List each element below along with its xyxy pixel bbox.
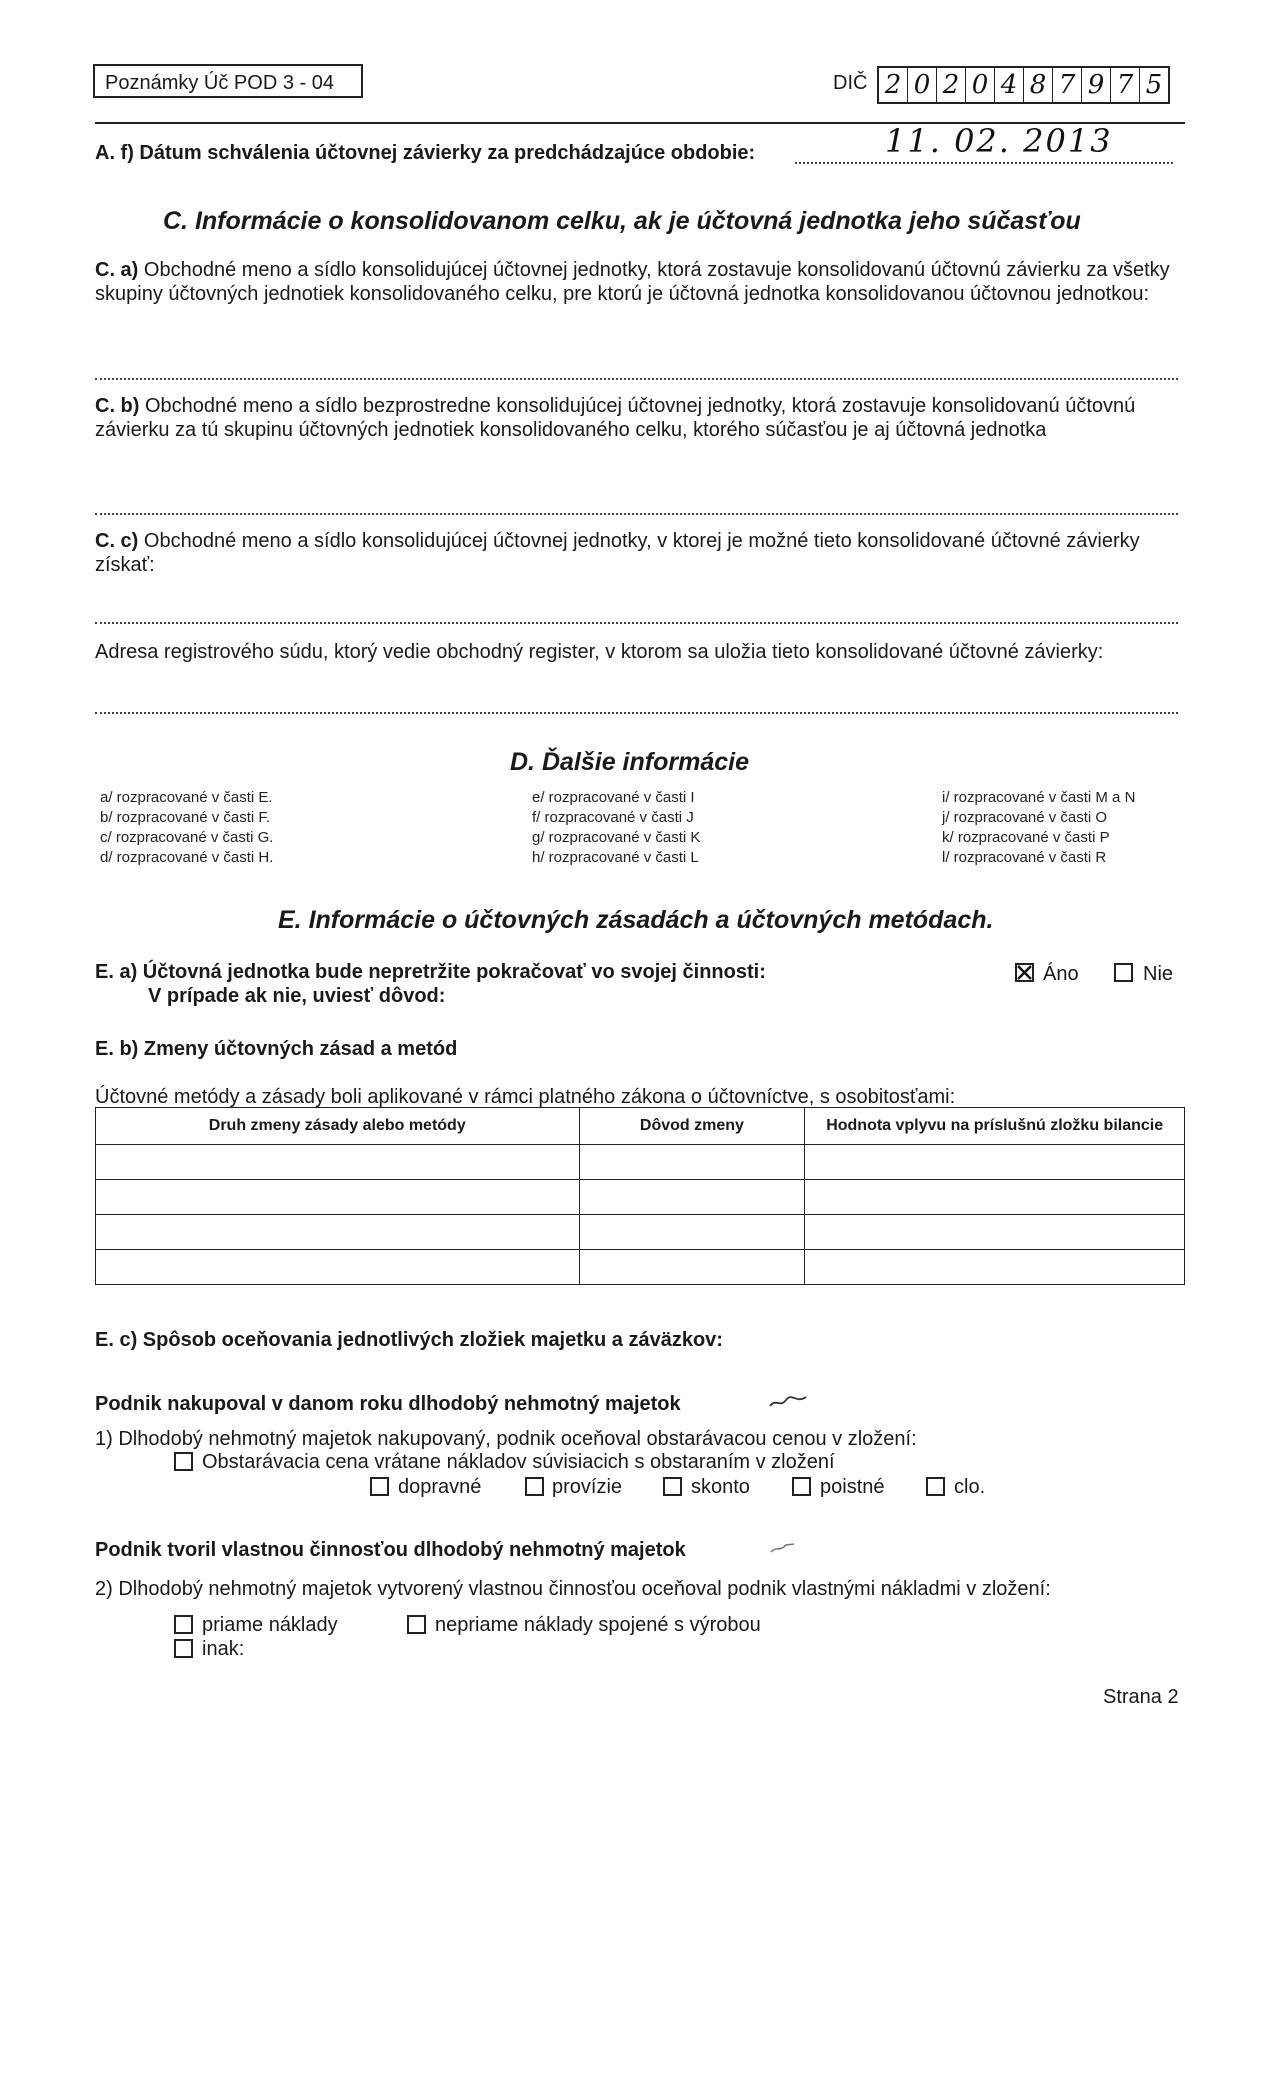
page-number: Strana 2 — [1103, 1686, 1179, 1708]
nie-label: Nie — [1143, 963, 1174, 985]
option-skonto: skonto — [691, 1476, 750, 1498]
d-info-item: e/ rozpracované v časti I — [532, 789, 695, 806]
table-row — [96, 1215, 1185, 1250]
bought-main-checkbox[interactable] — [174, 1452, 193, 1471]
d-info-column-2 — [532, 788, 700, 868]
af-label: A. f) Dátum schválenia účtovnej závierky za predchádzajúce obdobie: — [95, 142, 756, 164]
checkbox-nepriame[interactable] — [407, 1615, 426, 1634]
dic-digit: 2 — [879, 68, 908, 102]
d-info-item: j/ rozpracované v časti O — [942, 809, 1108, 826]
cb-answer-line[interactable] — [95, 513, 1178, 515]
ano-checkbox[interactable] — [1015, 963, 1034, 982]
table-cell[interactable] — [96, 1215, 580, 1250]
checkbox-poistne[interactable] — [792, 1477, 811, 1496]
af-dotline — [795, 162, 1173, 164]
option-clo: clo. — [954, 1476, 986, 1498]
ec-title: E. c) Spôsob oceňovania jednotlivých zložiek majetku a záväzkov: — [95, 1329, 723, 1351]
eb-title: E. b) Zmeny účtovných zásad a metód — [95, 1038, 458, 1060]
dic-digit: 4 — [995, 68, 1024, 102]
option-inak: inak: — [202, 1638, 245, 1660]
ca-prefix: C. a) — [95, 259, 139, 281]
d-info-item: h/ rozpracované v časti L — [532, 849, 699, 866]
table-cell[interactable] — [805, 1215, 1185, 1250]
option-nepriame: nepriame náklady spojené s výrobou — [435, 1614, 761, 1636]
dic-digit: 7 — [1053, 68, 1082, 102]
d-info-item: f/ rozpracované v časti J — [532, 809, 694, 826]
table-cell[interactable] — [579, 1145, 805, 1180]
table-row — [96, 1180, 1185, 1215]
ano-label: Áno — [1043, 963, 1079, 985]
d-info-item: a/ rozpracované v časti E. — [100, 789, 273, 806]
address-text: Adresa registrového súdu, ktorý vedie obchodný register, v ktorom sa uložia tieto konsolidované účtovné závierky: — [95, 641, 1104, 663]
d-info-item: c/ rozpracované v časti G. — [100, 829, 274, 846]
d-info-item: g/ rozpracované v časti K — [532, 829, 701, 846]
option-provizie: provízie — [552, 1476, 623, 1498]
bought-line1: 1) Dlhodobý nehmotný majetok nakupovaný, podnik oceňoval obstarávacou cenou v zložení: — [95, 1428, 917, 1450]
section-c-title: C. Informácie o konsolidovanom celku, ak je účtovná jednotka jeho súčasťou — [163, 207, 1081, 235]
option-dopravne: dopravné — [398, 1476, 482, 1498]
dic-digit: 7 — [1111, 68, 1140, 102]
form-label-box — [93, 64, 363, 98]
option-priame: priame náklady — [202, 1614, 338, 1636]
created-title: Podnik tvoril vlastnou činnosťou dlhodobý nehmotný majetok — [95, 1539, 686, 1561]
section-d-title: D. Ďalšie informácie — [510, 748, 749, 776]
d-info-item: l/ rozpracované v časti R — [942, 849, 1107, 866]
section-e-title: E. Informácie o účtovných zásadách a účtovných metódach. — [278, 906, 994, 934]
d-info-item: b/ rozpracované v časti F. — [100, 809, 271, 826]
checkbox-provizie[interactable] — [525, 1477, 544, 1496]
cc-prefix: C. c) — [95, 530, 139, 552]
checkbox-dopravne[interactable] — [370, 1477, 389, 1496]
table-cell[interactable] — [96, 1180, 580, 1215]
d-info-item: d/ rozpracované v časti H. — [100, 849, 274, 866]
table-cell[interactable] — [805, 1145, 1185, 1180]
dic-digit: 9 — [1082, 68, 1111, 102]
checkbox-inak[interactable] — [174, 1639, 193, 1658]
table-row — [96, 1145, 1185, 1180]
form-label: Poznámky Úč POD 3 - 04 — [105, 72, 334, 94]
table-cell[interactable] — [579, 1250, 805, 1285]
eb-intro: Účtovné metódy a zásady boli aplikované v rámci platného zákona o účtovníctve, s osobitosťami: — [95, 1086, 956, 1108]
table-row — [96, 1250, 1185, 1285]
dic-digit: 2 — [937, 68, 966, 102]
dic-digit: 0 — [966, 68, 995, 102]
dic-digit: 8 — [1024, 68, 1053, 102]
cc-answer-line[interactable] — [95, 622, 1178, 624]
ea-line1: E. a) Účtovná jednotka bude nepretržite pokračovať vo svojej činnosti: — [95, 961, 766, 983]
table-header: Hodnota vplyvu na príslušnú zložku bilancie — [805, 1108, 1185, 1145]
table-header-row — [96, 1108, 1185, 1145]
address-answer-line[interactable] — [95, 712, 1178, 714]
ca-text: Obchodné meno a sídlo konsolidujúcej účtovnej jednotky, ktorá zostavuje konsolidovanú účtovnú závierku za všetky skupiny účtovných jednotiek konsolidovaného celku, pre ktorú je účtovná jednotka konsolidovanou účtovnou jednotkou: — [95, 259, 1170, 305]
d-info-item: k/ rozpracované v časti P — [942, 829, 1110, 846]
table-cell[interactable] — [96, 1250, 580, 1285]
d-info-item: i/ rozpracované v časti M a N — [942, 789, 1136, 806]
ea-line2: V prípade ak nie, uviesť dôvod: — [148, 985, 446, 1007]
check-mark-icon — [1017, 965, 1032, 980]
checkbox-clo[interactable] — [926, 1477, 945, 1496]
cb-prefix: C. b) — [95, 395, 140, 417]
changes-table — [95, 1107, 1185, 1285]
cc-paragraph — [95, 529, 1185, 577]
table-cell[interactable] — [579, 1215, 805, 1250]
d-info-column-3 — [942, 788, 1135, 868]
table-cell[interactable] — [805, 1180, 1185, 1215]
cb-paragraph — [95, 394, 1185, 442]
cb-text: Obchodné meno a sídlo bezprostredne konsolidujúcej účtovnej jednotky, ktorá zostavuje konsolidovanú účtovnú závierku za tú skupinu účtovných jednotiek konsolidovaného celku, ktorého súčasťou je aj účtovná jednotka — [95, 395, 1136, 441]
dic-digit: 0 — [908, 68, 937, 102]
table-cell[interactable] — [579, 1180, 805, 1215]
ca-paragraph — [95, 258, 1185, 306]
dic-boxes — [877, 66, 1170, 104]
checkbox-priame[interactable] — [174, 1615, 193, 1634]
table-header: Druh zmeny zásady alebo metódy — [96, 1108, 580, 1145]
table-cell[interactable] — [805, 1250, 1185, 1285]
dic-label: DIČ — [833, 72, 868, 94]
d-info-column-1 — [100, 788, 273, 868]
handwritten-mark-icon — [768, 1394, 808, 1410]
ca-answer-line[interactable] — [95, 378, 1178, 380]
dic-digit: 5 — [1145, 70, 1163, 100]
handwritten-mark-icon — [768, 1540, 798, 1556]
option-poistne: poistné — [820, 1476, 885, 1498]
created-line: 2) Dlhodobý nehmotný majetok vytvorený vlastnou činnosťou oceňoval podnik vlastnými nákladmi v zložení: — [95, 1578, 1051, 1600]
table-header: Dôvod zmeny — [579, 1108, 805, 1145]
bought-main-option: Obstarávacia cena vrátane nákladov súvisiacich s obstaraním v zložení — [202, 1451, 835, 1473]
checkbox-skonto[interactable] — [663, 1477, 682, 1496]
af-value[interactable]: 11. 02. 2013 — [885, 122, 1113, 160]
nie-checkbox[interactable] — [1114, 963, 1133, 982]
table-cell[interactable] — [96, 1145, 580, 1180]
bought-title: Podnik nakupoval v danom roku dlhodobý nehmotný majetok — [95, 1393, 681, 1415]
cc-text: Obchodné meno a sídlo konsolidujúcej účtovnej jednotky, v ktorej je možné tieto konsolidované účtovné závierky získať: — [95, 530, 1140, 576]
